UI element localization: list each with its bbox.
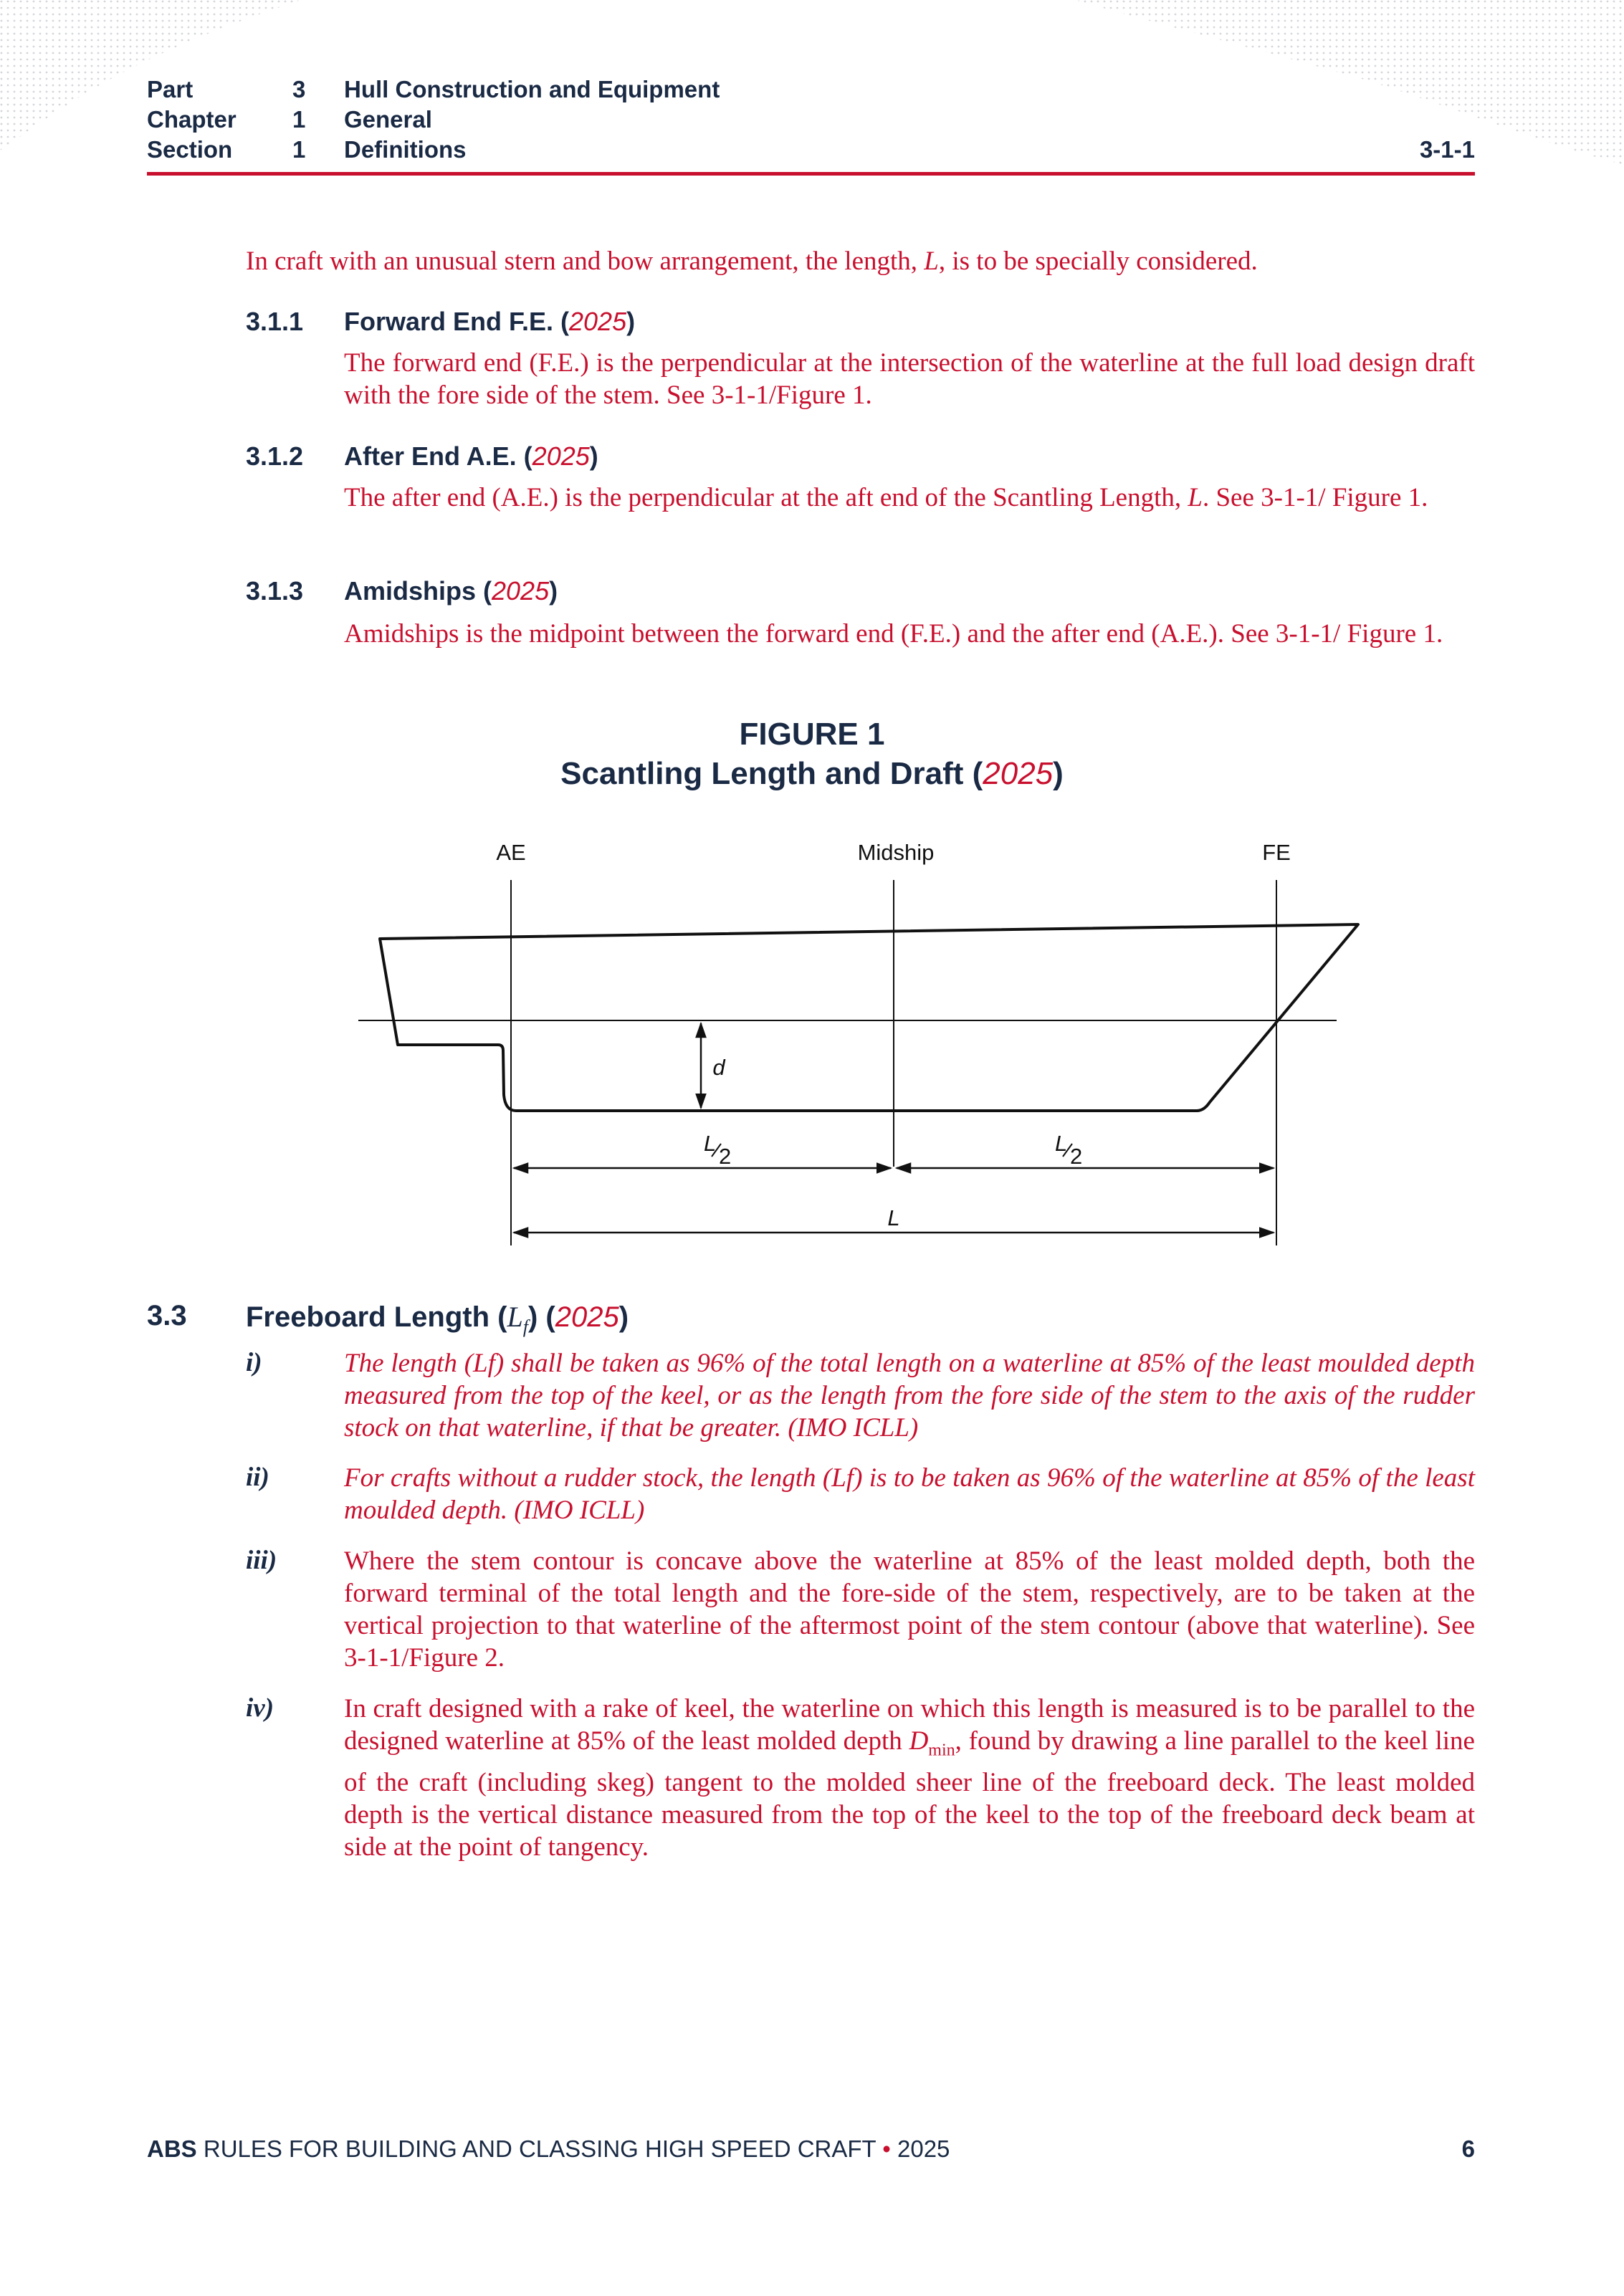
list-item-iv: [344, 1693, 1475, 1863]
intro-paragraph: [246, 245, 1479, 277]
heading-3-1-2-number: 3.1.2: [246, 441, 304, 471]
footer-brand: ABS: [147, 2135, 197, 2162]
header-rule: [147, 172, 1475, 176]
hull-outline: [380, 924, 1358, 1111]
heading-3-1-2: [344, 441, 598, 472]
list-item-ii: For crafts without a rudder stock, the length (Lf) is to be taken as 96% of the waterline at 85% of the least moulded depth. (IMO ICLL): [344, 1463, 1475, 1525]
label-half-length-fwd-den: 2: [1070, 1144, 1083, 1169]
heading-close: ): [589, 441, 598, 471]
part-label: Part: [147, 76, 194, 102]
section-number: 1: [292, 136, 306, 163]
depth-variable: D: [909, 1726, 929, 1756]
heading-close: ): [618, 1301, 629, 1333]
section-label: Section: [147, 136, 233, 163]
page-number: 6: [1461, 2135, 1475, 2162]
figure-title-close: ): [1053, 756, 1064, 791]
footer-bullet: •: [876, 2135, 897, 2162]
list-item-number: iv): [246, 1693, 274, 1723]
year-tag: 2025: [555, 1301, 619, 1333]
heading-3-1-3-number: 3.1.3: [246, 576, 304, 606]
list-item-number: i): [246, 1348, 262, 1377]
year-tag: 2025: [569, 307, 627, 336]
year-tag: 2025: [983, 756, 1054, 791]
footer-title: [147, 2135, 950, 2163]
list-item-number: iii): [246, 1546, 277, 1575]
figure-1-diagram: [0, 824, 1624, 1254]
paragraph-3-1-2: [344, 482, 1475, 514]
heading-3-1-1-number: 3.1.1: [246, 307, 304, 336]
label-half-length-aft-den: 2: [719, 1144, 732, 1169]
freeboard-variable: L: [507, 1301, 523, 1333]
chapter-number: 1: [292, 106, 306, 133]
year-tag: 2025: [492, 576, 550, 606]
header-reference: 3-1-1: [1419, 136, 1475, 163]
heading-text-mid: ) (: [527, 1301, 555, 1333]
heading-3-3: [246, 1300, 629, 1338]
intro-text-end: , is to be specially considered.: [938, 247, 1258, 276]
label-midship: Midship: [857, 840, 935, 865]
heading-close: ): [549, 576, 558, 606]
heading-text: Forward End F.E. (: [344, 307, 570, 336]
list-text-end: , found by drawing a line parallel to the keel line of the craft (including skeg) tangent to the molded sheer line of the freeboard deck. The least molded depth is the vertical distance measured from the top of the keel to the top of the freeboard deck beam at side at the point of tangency.: [344, 1726, 1475, 1862]
paragraph-text: The after end (A.E.) is the perpendicular at the aft end of the Scantling Length,: [344, 483, 1188, 512]
heading-close: ): [626, 307, 636, 336]
heading-3-1-3: [344, 576, 558, 606]
list-item-number: ii): [246, 1463, 269, 1492]
figure-title-text: Scantling Length and Draft (: [560, 756, 983, 791]
figure-number: FIGURE 1: [739, 717, 885, 752]
list-item-i: The length (Lf) shall be taken as 96% of the total length on a waterline at 85% of the least moulded depth measured from the top of the keel, or as the length from the fore side of the stem to the axis of the rudder stock on that waterline, if that be greater. (IMO ICLL): [344, 1349, 1475, 1443]
list-item-iii: Where the stem contour is concave above the waterline at 85% of the least molded depth, both the forward terminal of the total length and the fore-side of the stem, respectively, are to be taken at the vertical projection to that waterline of the aftermost point of the stem contour (above that waterline). See 3-1-1/Figure 2.: [344, 1546, 1475, 1673]
part-title: Hull Construction and Equipment: [344, 76, 720, 102]
heading-text: Amidships (: [344, 576, 492, 606]
paragraph-3-1-1: The forward end (F.E.) is the perpendicular at the intersection of the waterline at the full load design draft with the fore side of the stem. See 3-1-1/Figure 1.: [344, 348, 1475, 410]
intro-variable: L: [924, 247, 939, 276]
label-fe: FE: [1262, 840, 1291, 865]
paragraph-3-1-3: Amidships is the midpoint between the forward end (F.E.) and the after end (A.E.). See 3-1-1/ Figure 1.: [344, 619, 1443, 649]
footer-year: 2025: [897, 2135, 950, 2162]
intro-text: In craft with an unusual stern and bow arrangement, the length,: [246, 247, 925, 276]
chapter-title: General: [344, 106, 432, 133]
section-title: Definitions: [344, 136, 467, 163]
heading-text: After End A.E. (: [344, 441, 532, 471]
heading-3-3-number: 3.3: [147, 1300, 187, 1331]
paragraph-text-end: . See 3-1-1/ Figure 1.: [1202, 483, 1428, 512]
list-text: In craft designed with a rake of keel, the waterline on which this length is measured is to be parallel to the designed waterline at 85% of the least molded depth: [344, 1694, 1475, 1756]
year-tag: 2025: [532, 441, 590, 471]
part-number: 3: [292, 76, 306, 102]
footer-book-title: RULES FOR BUILDING AND CLASSING HIGH SPEED CRAFT: [196, 2135, 877, 2162]
depth-subscript: min: [928, 1741, 955, 1760]
heading-text: Freeboard Length (: [246, 1301, 507, 1333]
label-half-length-aft-num: L: [704, 1131, 717, 1156]
label-ae: AE: [496, 840, 526, 865]
figure-title: [0, 756, 1624, 792]
header-decoration: [0, 0, 1624, 186]
label-half-length-fwd-num: L: [1055, 1131, 1068, 1156]
label-draft: d: [712, 1055, 725, 1080]
freeboard-subscript: f: [522, 1316, 528, 1337]
length-variable: L: [1188, 483, 1203, 512]
chapter-label: Chapter: [147, 106, 237, 133]
label-length: L: [887, 1205, 900, 1230]
heading-3-1-1: [344, 307, 635, 337]
